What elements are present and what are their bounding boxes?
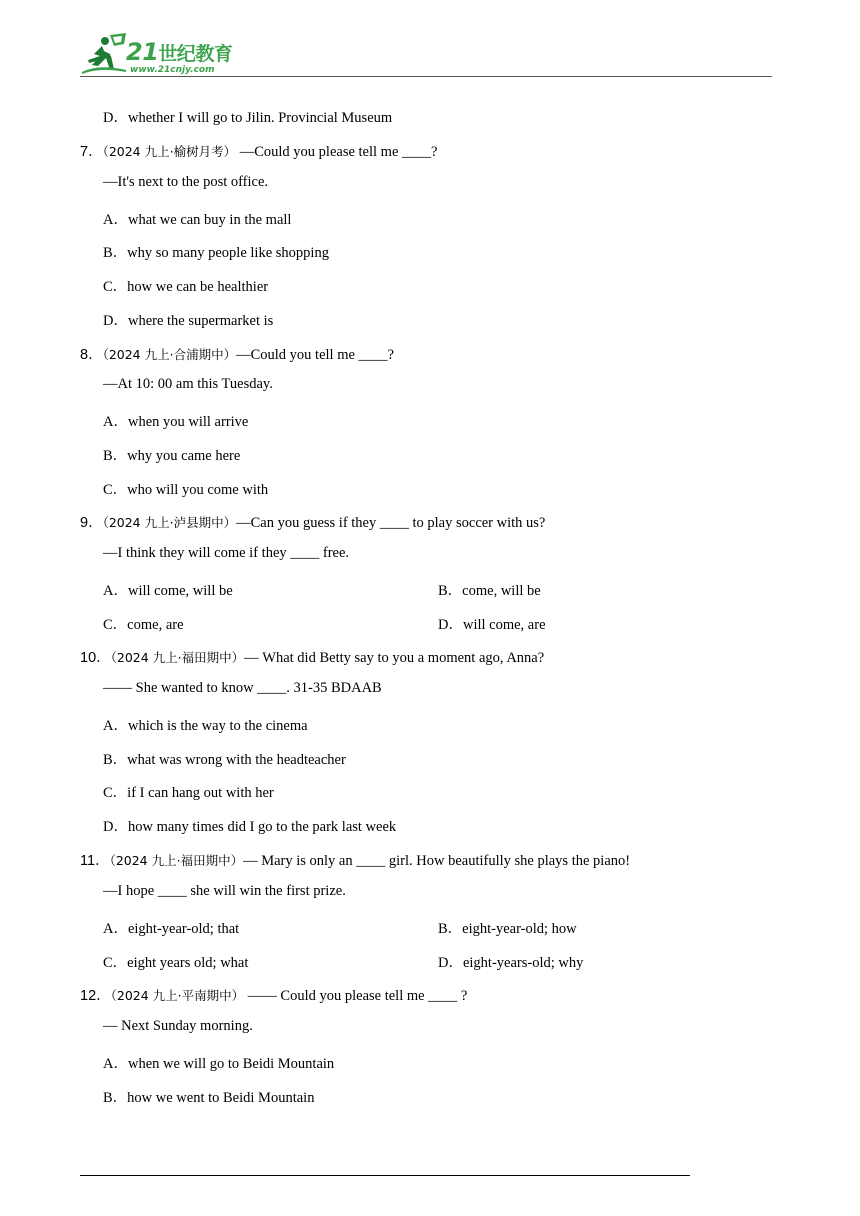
answer-option: C．who will you come with <box>103 482 269 498</box>
answer-option: A．when you will arrive <box>103 414 249 430</box>
question-number: 10． <box>80 650 111 666</box>
question-source: （2024 九上·平南期中） <box>110 988 245 1003</box>
question-stem <box>80 984 467 1005</box>
logo-url: www.21cnjy.com <box>130 65 215 75</box>
question-text: — Mary is only an ____ girl. How beautifully she plays the piano! <box>243 853 631 869</box>
question-text: —Could you tell me ____? <box>236 347 394 363</box>
answer-option: B．why so many people like shopping <box>103 245 329 261</box>
answer-option: D．how many times did I go to the park last week <box>103 819 397 835</box>
answer-option: A．eight-year-old; that <box>103 921 240 937</box>
question-source: （2024 九上·福田期中） <box>110 650 245 665</box>
answer-option: C．if I can hang out with her <box>103 785 274 801</box>
runner-logo-icon <box>80 32 130 76</box>
question-number: 8． <box>80 347 103 363</box>
page-header <box>80 32 772 80</box>
question-source: （2024 九上·合浦期中） <box>102 347 237 362</box>
answer-option: A．will come, will be <box>103 583 233 599</box>
question-source: （2024 九上·泸县期中） <box>102 515 237 530</box>
answer-option: D．whether I will go to Jilin. Provincial Museum <box>103 110 393 126</box>
question-source: （2024 九上·榆树月考） <box>102 144 237 159</box>
question-number: 11． <box>80 853 110 869</box>
answer-option: B．come, will be <box>438 583 541 599</box>
question-stem <box>80 343 394 364</box>
answer-option: D．where the supermarket is <box>103 313 274 329</box>
question-stem <box>80 140 437 161</box>
answer-option: B．eight-year-old; how <box>438 921 577 937</box>
answer-option: B．what was wrong with the headteacher <box>103 752 346 768</box>
dialogue-line: —— She wanted to know ____. 31-35 BDAAB <box>103 680 382 696</box>
dialogue-line: — Next Sunday morning. <box>103 1018 253 1034</box>
question-stem <box>80 646 544 667</box>
dialogue-line: —I hope ____ she will win the first prize. <box>103 883 346 899</box>
answer-option: A．what we can buy in the mall <box>103 212 292 228</box>
dialogue-line: —I think they will come if they ____ free. <box>103 545 350 561</box>
question-stem <box>80 849 630 870</box>
question-number: 12． <box>80 988 111 1004</box>
question-text: —— Could you please tell me ____ ? <box>244 988 468 1004</box>
dialogue-line: —It's next to the post office. <box>103 174 269 190</box>
question-number: 9． <box>80 515 103 531</box>
dialogue-line: —At 10: 00 am this Tuesday. <box>103 376 273 392</box>
question-text: —Could you please tell me ____? <box>236 144 438 160</box>
header-divider <box>80 76 772 77</box>
footer-divider <box>80 1175 690 1176</box>
answer-option: A．when we will go to Beidi Mountain <box>103 1056 335 1072</box>
answer-option: D．eight-years-old; why <box>438 955 584 971</box>
answer-option: D．will come, are <box>438 617 546 633</box>
answer-option: A．which is the way to the cinema <box>103 718 308 734</box>
answer-option: B．why you came here <box>103 448 241 464</box>
answer-option: B．how we went to Beidi Mountain <box>103 1090 315 1106</box>
question-number: 7． <box>80 144 103 160</box>
answer-option: C．how we can be healthier <box>103 279 269 295</box>
answer-option: C．come, are <box>103 617 184 633</box>
question-stem <box>80 511 545 532</box>
question-text: — What did Betty say to you a moment ago, Anna? <box>244 650 545 666</box>
question-text: —Can you guess if they ____ to play soccer with us? <box>236 515 546 531</box>
answer-option: C．eight years old; what <box>103 955 249 971</box>
logo-wordmark: 21世纪教育 <box>126 38 233 66</box>
question-source: （2024 九上·福田期中） <box>109 853 244 868</box>
